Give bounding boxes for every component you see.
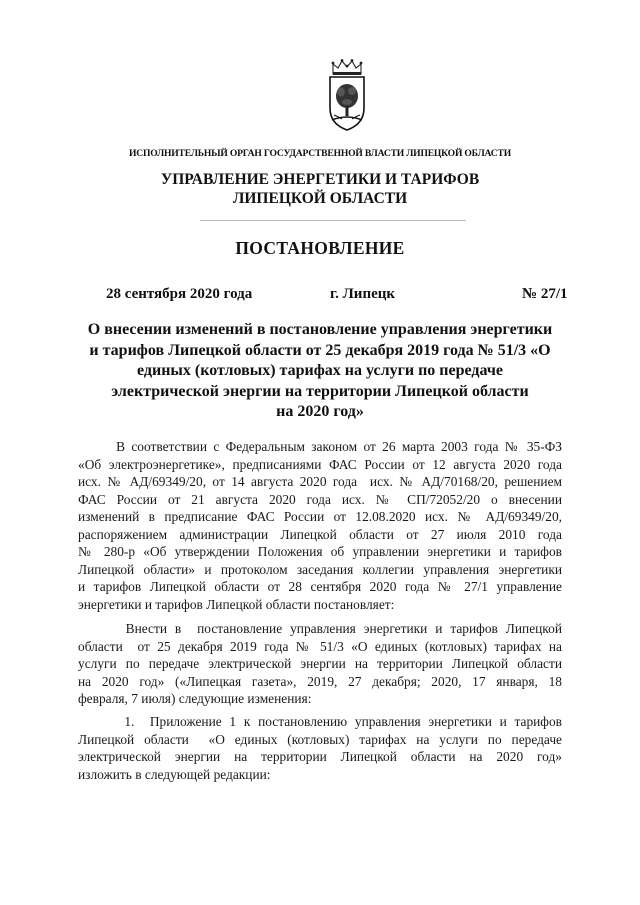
item-1-paragraph bbox=[78, 713, 562, 783]
text-line: февраля, 7 июля) следующие изменения: bbox=[78, 691, 312, 706]
department-name-line: ЛИПЕЦКОЙ ОБЛАСТИ bbox=[232, 190, 408, 207]
issuing-authority: ИСПОЛНИТЕЛЬНЫЙ ОРГАН ГОСУДАРСТВЕННОЙ ВЛАСТИ ЛИПЕЦКОЙ ОБЛАСТИ bbox=[129, 148, 511, 159]
preamble-paragraph bbox=[78, 438, 562, 613]
text-line: Внести в постановление управления энергетики и тарифов Липецкой bbox=[78, 621, 562, 636]
document-city: г. Липецк bbox=[330, 286, 396, 302]
text-line: изложить в следующей редакции: bbox=[78, 766, 271, 782]
text-line: изменений в предписание ФАС России от 12.08.2020 исх. № АД/69349/20, bbox=[78, 509, 562, 524]
text-line: и тарифов Липецкой области от 28 сентября 2020 года № 27/1 управление bbox=[78, 579, 562, 594]
department-name-line: УПРАВЛЕНИЕ ЭНЕРГЕТИКИ И ТАРИФОВ bbox=[160, 171, 480, 188]
text-line: исх. № АД/69349/20, от 14 августа 2020 года исх. № АД/70168/20, решением bbox=[78, 474, 562, 489]
text-line: энергетики и тарифов Липецкой области постановляет: bbox=[78, 596, 395, 612]
document-number: № 27/1 bbox=[522, 286, 568, 302]
title-line: на 2020 год» bbox=[276, 403, 364, 420]
document-title bbox=[78, 320, 562, 423]
title-line: электрической энергии на территории Липецкой области bbox=[111, 382, 529, 400]
text-line: № 280-р «Об утверждении Положения об управлении энергетики и тарифов bbox=[78, 544, 562, 559]
document-date: 28 сентября 2020 года bbox=[106, 286, 253, 302]
header-divider bbox=[200, 220, 466, 221]
department-name bbox=[80, 170, 560, 208]
title-line: О внесении изменений в постановление управления энергетики bbox=[87, 321, 553, 338]
text-line: В соответствии с Федеральным законом от 26 марта 2003 года № 35-ФЗ bbox=[78, 439, 562, 454]
text-line: услуги по передаче электрической энергии на территории Липецкой области bbox=[78, 656, 562, 671]
text-line: на 2020 год» («Липецкая газета», 2019, 27 декабря; 2020, 17 января, 18 bbox=[78, 673, 562, 689]
text-line: Липецкой области «О единых (котловых) тарифах на услуги по передаче bbox=[78, 731, 562, 747]
text-line: области от 25 декабря 2019 года № 51/3 «О единых (котловых) тарифах на bbox=[78, 638, 562, 654]
title-line: и тарифов Липецкой области от 25 декабря 2019 года № 51/3 «О bbox=[89, 341, 551, 359]
coat-of-arms-icon bbox=[324, 58, 370, 132]
text-line: Липецкой области» и протоколом заседания коллегии управления энергетики bbox=[78, 561, 562, 577]
title-line: единых (котловых) тарифах на услуги по передаче bbox=[137, 362, 503, 379]
text-line: «Об электроэнергетике», предписаниями ФАС России от 12 августа 2020 года bbox=[78, 456, 562, 472]
text-line: электрической энергии на территории Липецкой области на 2020 год» bbox=[78, 749, 562, 764]
text-line: распоряжением администрации Липецкой области от 27 июля 2010 года bbox=[78, 526, 562, 542]
amendment-paragraph bbox=[78, 620, 562, 708]
text-line: ФАС России от 21 августа 2020 года исх. № СП/72052/20 о внесении bbox=[78, 491, 562, 507]
document-type: ПОСТАНОВЛЕНИЕ bbox=[235, 238, 405, 258]
text-line: 1. Приложение 1 к постановлению управления энергетики и тарифов bbox=[78, 714, 562, 729]
